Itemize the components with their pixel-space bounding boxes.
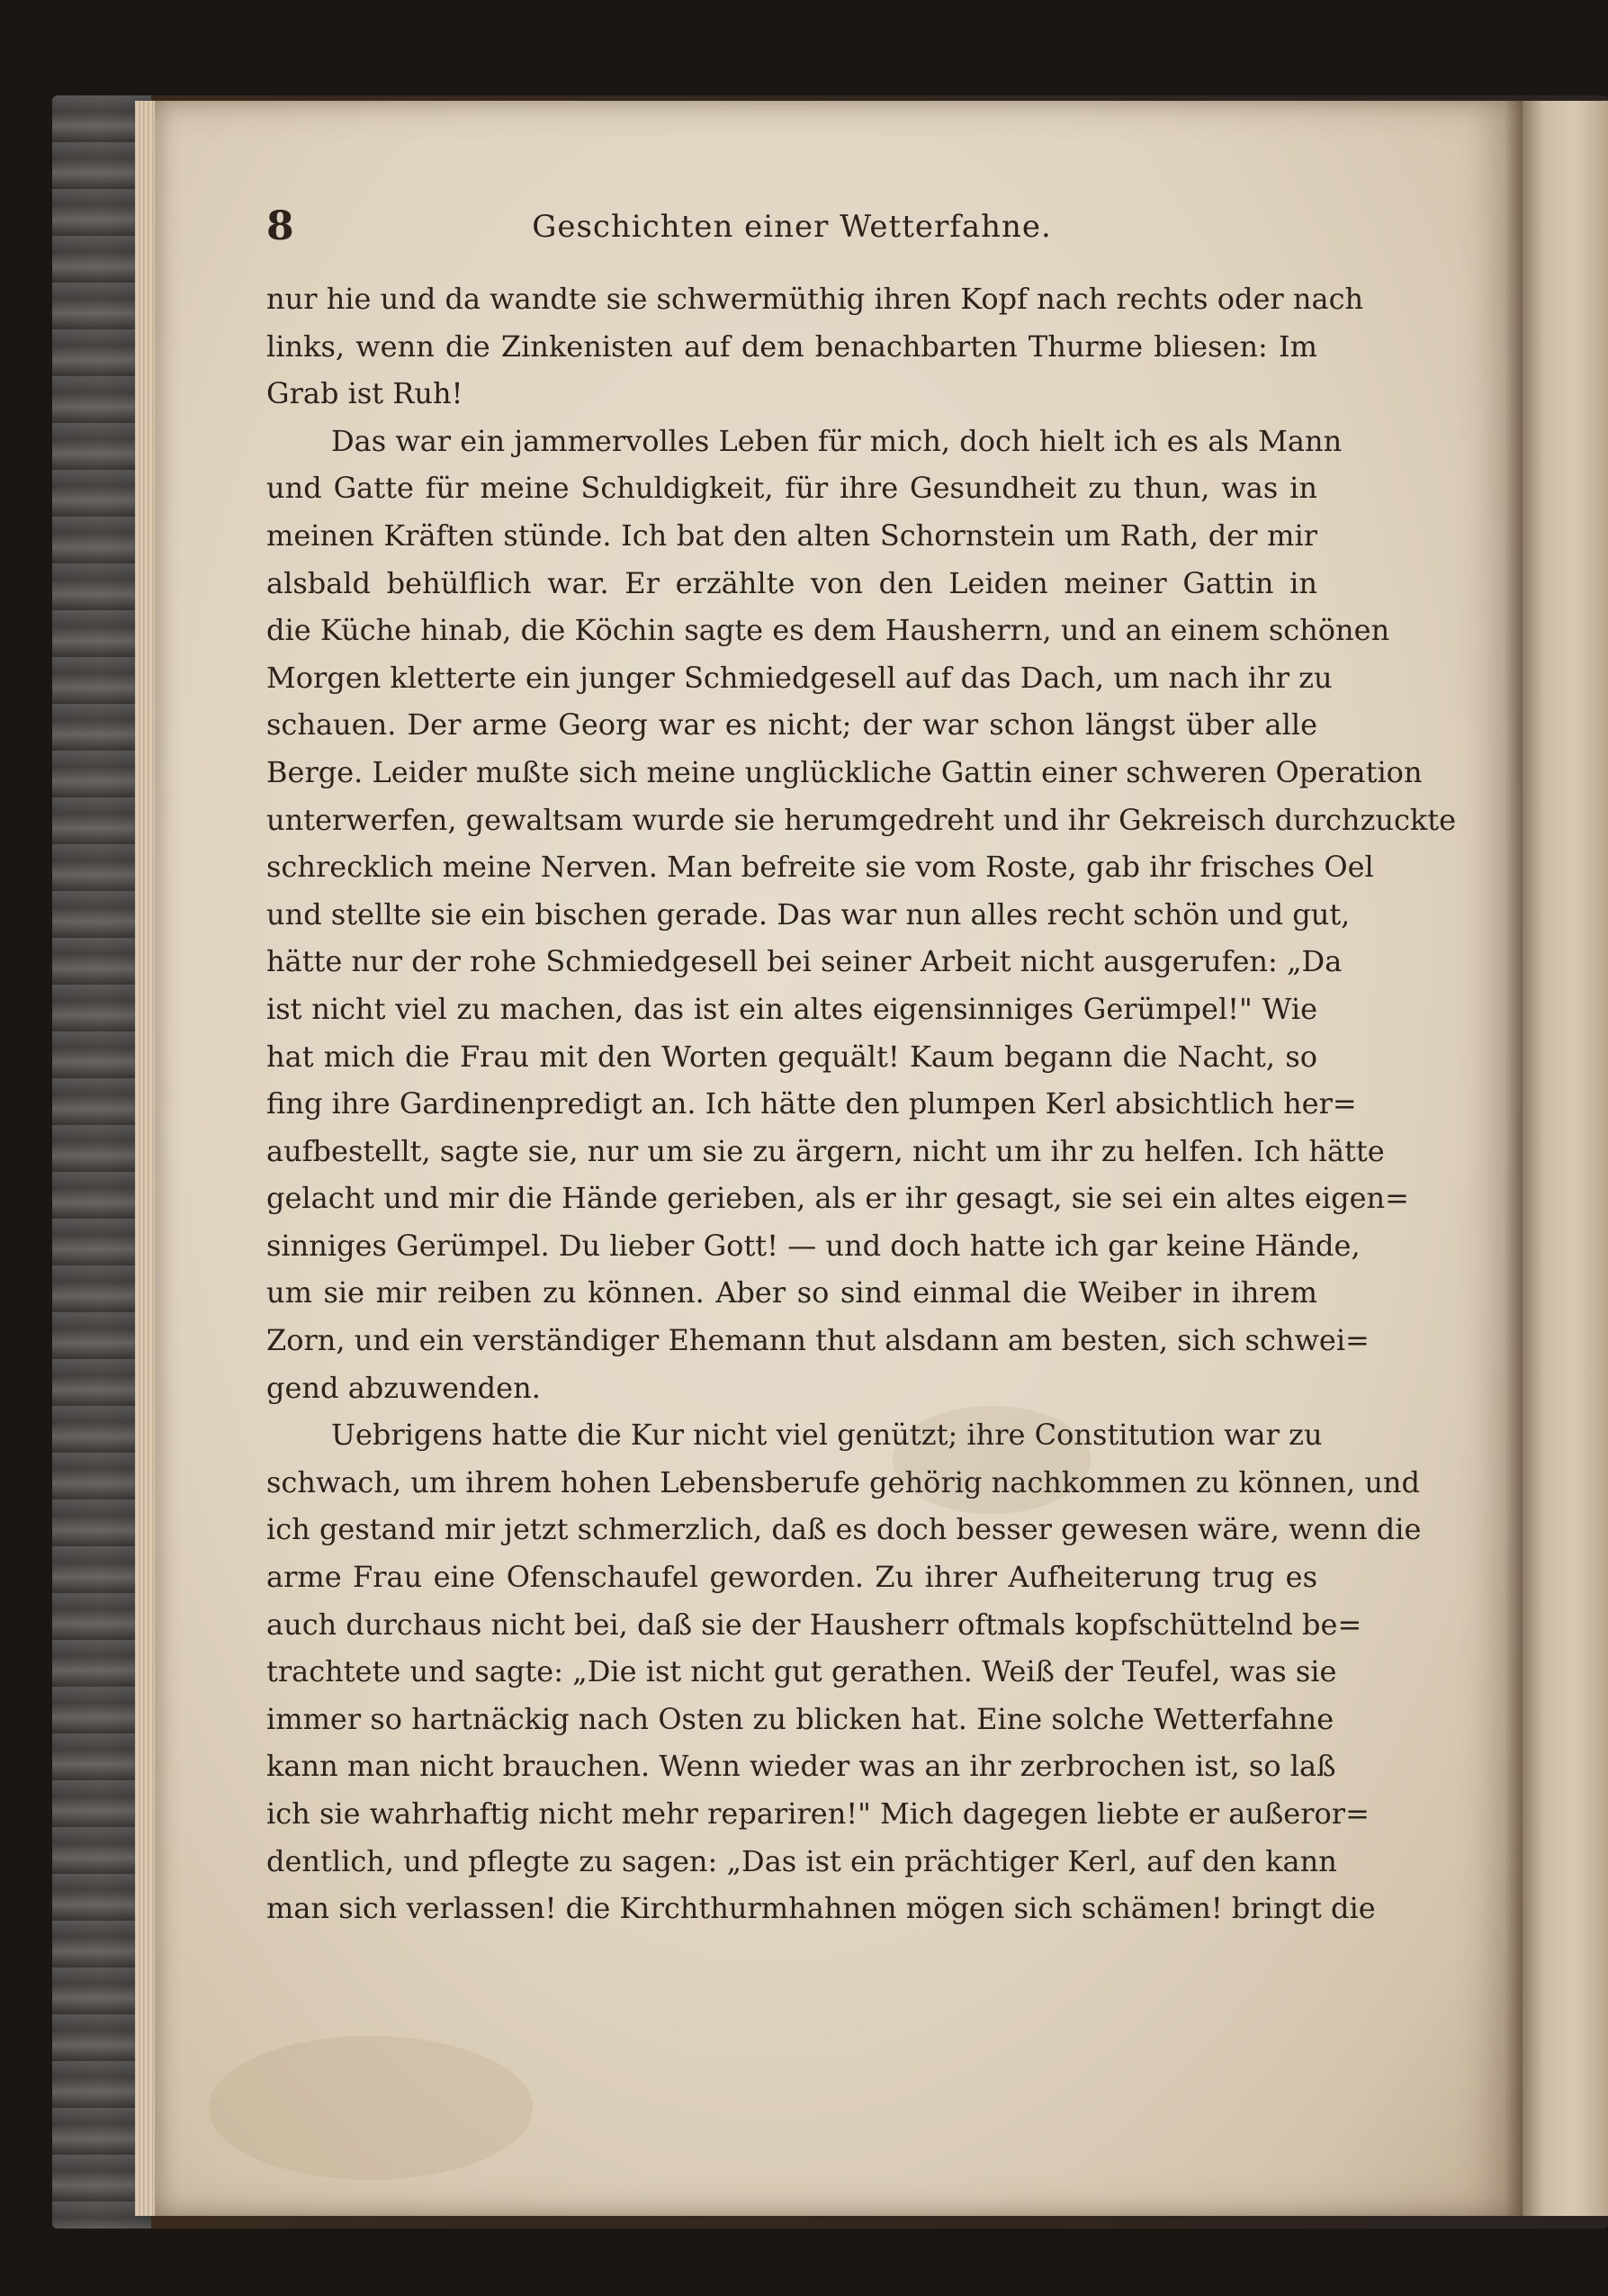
text-line: Das war ein jammervolles Leben für mich, doch hielt ich es als Mann — [331, 423, 1343, 458]
text-line: Uebrigens hatte die Kur nicht viel genützt; ihre Constitution war zu — [331, 1418, 1323, 1453]
body-text — [266, 275, 1457, 1932]
text-line: Zorn, und ein verständiger Ehemann thut alsdann am besten, sich schwei= — [266, 1323, 1370, 1358]
running-head — [266, 198, 1317, 256]
text-line: aufbestellt, sagte sie, nur um sie zu ärgern, nicht um ihr zu helfen. Ich hätte — [266, 1133, 1385, 1168]
text-line: und stellte sie ein bischen gerade. Das war nun alles recht schön und gut, — [266, 896, 1351, 932]
page-number: 8 — [266, 203, 294, 249]
text-line: links, wenn die Zinkenisten auf dem benachbarten Thurme bliesen: Im — [266, 329, 1317, 364]
text-line: hat mich die Frau mit den Worten gequält! Kaum begann die Nacht, so — [266, 1039, 1317, 1074]
text-line: dentlich, und pflegte zu sagen: „Das ist ein prächtiger Kerl, auf den kann — [266, 1843, 1337, 1878]
text-line: um sie mir reiben zu können. Aber so sind einmal die Weiber in ihrem — [266, 1275, 1317, 1310]
text-line: immer so hartnäckig nach Osten zu blicken hat. Eine solche Wetterfahne — [266, 1701, 1334, 1736]
text-line: nur hie und da wandte sie schwermüthig ihren Kopf nach rechts oder nach — [266, 282, 1364, 316]
text-line: die Küche hinab, die Köchin sagte es dem Hausherrn, und an einem schönen — [266, 613, 1390, 648]
text-line: trachtete und sagte: „Die ist nicht gut gerathen. Weiß der Teufel, was sie — [266, 1654, 1337, 1689]
text-line: schauen. Der arme Georg war es nicht; der war schon längst über alle — [266, 707, 1317, 743]
running-title: Geschichten einer Wetterfahne. — [532, 209, 1052, 245]
text-line: ist nicht viel zu machen, das ist ein altes eigensinniges Gerümpel!" Wie — [266, 991, 1317, 1026]
facing-page-edge — [1523, 101, 1608, 2216]
text-line: Morgen kletterte ein junger Schmiedgesell auf das Dach, um nach ihr zu — [266, 660, 1333, 695]
text-line: arme Frau eine Ofenschaufel geworden. Zu ihrer Aufheiterung trug es — [266, 1560, 1317, 1595]
text-line: sinniges Gerümpel. Du lieber Gott! — und doch hatte ich gar keine Hände, — [266, 1228, 1361, 1263]
text-line: Grab ist Ruh! — [266, 376, 463, 411]
text-line: hätte nur der rohe Schmiedgesell bei seiner Arbeit nicht ausgerufen: „Da — [266, 944, 1343, 979]
text-line: und Gatte für meine Schuldigkeit, für ihre Gesundheit zu thun, was in — [266, 471, 1317, 506]
text-line: unterwerfen, gewaltsam wurde sie herumgedreht und ihr Gekreisch durchzuckte — [266, 802, 1457, 837]
text-line: gelacht und mir die Hände gerieben, als er ihr gesagt, sie sei ein altes eigen= — [266, 1181, 1409, 1216]
text-line: ich sie wahrhaftig nicht mehr repariren!" Mich dagegen liebte er außeror= — [266, 1796, 1370, 1831]
text-line: alsbald behülflich war. Er erzählte von den Leiden meiner Gattin in — [266, 565, 1317, 600]
text-line: auch durchaus nicht bei, daß sie der Hausherr oftmals kopfschüttelnd be= — [266, 1607, 1362, 1642]
text-line: meinen Kräften stünde. Ich bat den alten Schornstein um Rath, der mir — [266, 518, 1317, 553]
paper-stain — [209, 2036, 533, 2180]
text-line: Berge. Leider mußte sich meine unglückliche Gattin einer schweren Operation — [266, 754, 1423, 789]
text-line: man sich verlassen! die Kirchthurmhahnen mögen sich schämen! bringt die — [266, 1891, 1376, 1926]
text-line: schrecklich meine Nerven. Man befreite sie vom Roste, gab ihr frisches Oel — [266, 850, 1374, 885]
text-line: kann man nicht brauchen. Wenn wieder was an ihr zerbrochen ist, so laß — [266, 1749, 1336, 1784]
text-line: fing ihre Gardinenpredigt an. Ich hätte den plumpen Kerl absichtlich her= — [266, 1086, 1357, 1121]
text-line: schwach, um ihrem hohen Lebensberufe gehörig nachkommen zu können, und — [266, 1464, 1421, 1499]
text-line: ich gestand mir jetzt schmerzlich, daß es doch besser gewesen wäre, wenn die — [266, 1512, 1422, 1547]
text-line: gend abzuwenden. — [266, 1370, 541, 1405]
